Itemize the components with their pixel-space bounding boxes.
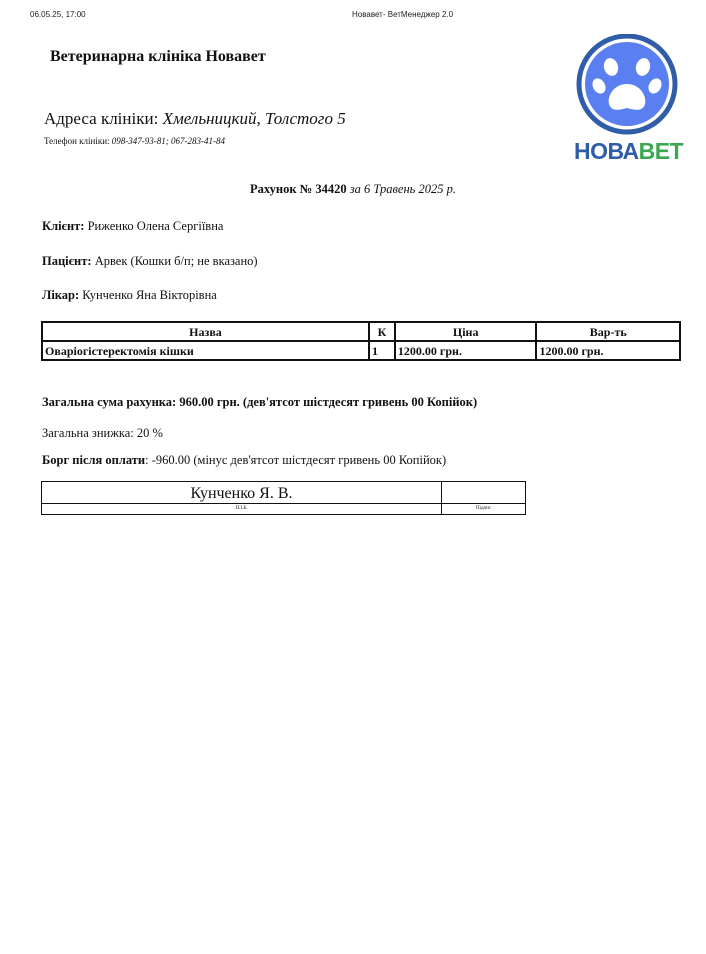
invoice-title xyxy=(0,182,706,197)
table-row xyxy=(42,341,680,360)
column-header-price: Ціна xyxy=(395,322,537,341)
logo-text-vet: ВЕТ xyxy=(638,138,684,164)
print-app-title: Новавет- ВетМенеджер 2.0 xyxy=(352,10,454,19)
address-value: Хмельницкий, Толстого 5 xyxy=(162,109,346,128)
clinic-phone xyxy=(44,136,225,146)
invoice-number: Рахунок № 34420 xyxy=(249,182,347,196)
clinic-logo xyxy=(574,34,684,164)
doctor-label: Лікар: xyxy=(42,288,80,302)
signer-name-caption: П.І.Б. xyxy=(41,504,441,515)
signer-name: Кунченко Я. В. xyxy=(41,481,441,504)
address-label: Адреса клініки: xyxy=(44,109,159,128)
signature-box xyxy=(41,481,526,515)
debt-value: : -960.00 (мінус дев'ятсот шістдесят гривень 00 Копійок) xyxy=(145,453,447,467)
logo-text-nova: НОВА xyxy=(574,138,639,164)
column-header-total: Вар-ть xyxy=(536,322,680,341)
client-row xyxy=(42,219,223,234)
item-name: Оваріогістеректомія кішки xyxy=(42,341,369,360)
clinic-address xyxy=(44,109,346,129)
paw-icon xyxy=(574,34,680,138)
client-label: Клієнт: xyxy=(42,219,85,233)
phone-label: Телефон клініки: xyxy=(44,136,110,146)
doctor-value: Кунченко Яна Вікторівна xyxy=(82,288,217,302)
print-date: 06.05.25, 17:00 xyxy=(30,10,86,19)
debt-after-payment xyxy=(42,453,446,468)
table-header-row xyxy=(42,322,680,341)
client-value: Риженко Олена Сергіївна xyxy=(87,219,224,233)
invoice-date: за 6 Травень 2025 р. xyxy=(349,182,456,196)
column-header-qty: К xyxy=(369,322,395,341)
logo-wordmark xyxy=(574,138,684,164)
debt-label: Борг після оплати xyxy=(42,453,146,467)
signature-caption: Підпис xyxy=(441,504,526,515)
signature-field xyxy=(441,481,526,504)
patient-label: Пацієнт: xyxy=(42,254,92,268)
discount: Загальна знижка: 20 % xyxy=(42,426,163,440)
patient-value: Арвек (Кошки б/п; не вказано) xyxy=(94,254,258,268)
items-table xyxy=(41,321,681,361)
item-total: 1200.00 грн. xyxy=(536,341,680,360)
item-price: 1200.00 грн. xyxy=(395,341,537,360)
clinic-name: Ветеринарна клініка Новавет xyxy=(50,48,266,65)
phone-value: 098-347-93-81; 067-283-41-84 xyxy=(111,136,225,146)
column-header-name: Назва xyxy=(42,322,369,341)
item-qty: 1 xyxy=(369,341,395,360)
total-amount: Загальна сума рахунка: 960.00 грн. (дев'ятсот шістдесят гривень 00 Копійок) xyxy=(42,395,478,409)
patient-row xyxy=(42,254,258,269)
doctor-row xyxy=(42,288,217,303)
